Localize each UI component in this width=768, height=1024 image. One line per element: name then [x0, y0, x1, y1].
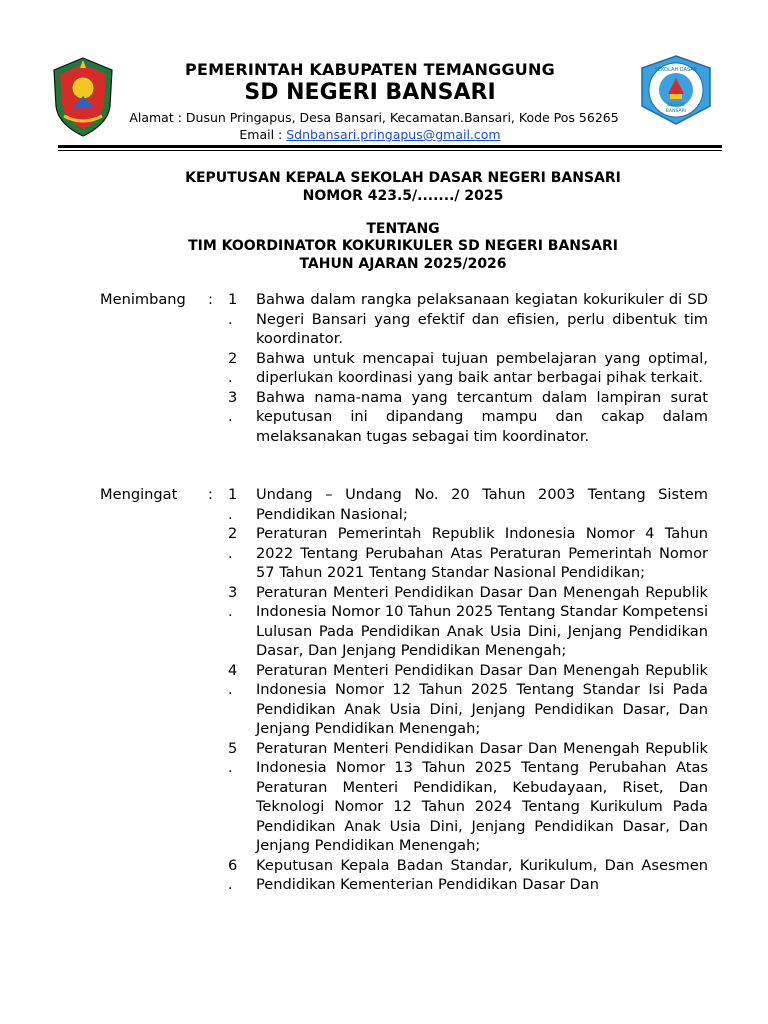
list-item-text: Peraturan Menteri Pendidikan Dasar Dan Menengah Republik Indonesia Nomor 10 Tahun 2025 Tentang Standar Kompetensi Lulusan Pada Pendidikan Anak Usia Dini, Jenjang Pendidikan Dasar, Dan Jenjang Pendidikan Menengah; [256, 583, 708, 659]
school-emblem-text-bottom: BANSARI [665, 109, 687, 114]
list-item-number [228, 485, 256, 524]
list-item [228, 485, 708, 524]
list-item-number [228, 388, 256, 447]
item-number-digit: 5 [228, 739, 238, 757]
list-item-number [228, 524, 256, 583]
decree-about: TENTANG [366, 221, 440, 237]
list-item-text: Bahwa nama-nama yang tercantum dalam lampiran surat keputusan ini dipandang mampu dan cakap dalam melaksanakan tugas sebagai tim koordinator. [256, 388, 708, 445]
government-name: PEMERINTAH KABUPATEN TEMANGGUNG [185, 60, 555, 79]
mengingat-list [228, 485, 708, 895]
list-item [228, 661, 708, 739]
school-address: Alamat : Dusun Pringapus, Desa Bansari, Kecamatan.Bansari, Kode Pos 56265 [129, 110, 619, 125]
list-item-number [228, 583, 256, 661]
item-number-digit: 4 [228, 661, 238, 679]
mengingat-section [100, 485, 708, 895]
list-item [228, 388, 708, 447]
list-item-text: Peraturan Pemerintah Republik Indonesia Nomor 4 Tahun 2022 Tentang Perubahan Atas Peraturan Pemerintah Nomor 57 Tahun 2021 Tentang Standar Nasional Pendidikan; [256, 525, 708, 581]
item-number-dot: . [228, 759, 233, 776]
letterhead-rule-thick [58, 145, 722, 148]
item-number-digit: 3 [228, 583, 238, 601]
menimbang-list [228, 290, 708, 446]
mengingat-colon: : [208, 486, 213, 503]
list-item-number [228, 739, 256, 856]
list-item-number [228, 661, 256, 739]
school-emblem-text-top: SEKOLAH DASAR [654, 67, 698, 73]
item-number-dot: . [228, 408, 233, 425]
item-number-digit: 2 [228, 525, 238, 542]
email-label: Email : [239, 127, 287, 142]
item-number-digit: 1 [228, 486, 238, 503]
list-item [228, 856, 708, 895]
menimbang-section [100, 290, 708, 446]
decree-subject: TIM KOORDINATOR KOKURIKULER SD NEGERI BANSARI [188, 238, 618, 254]
item-number-digit: 6 [228, 856, 238, 874]
letterhead-rule-thin [58, 150, 722, 151]
list-item-text: Bahwa untuk mencapai tujuan pembelajaran yang optimal, diperlukan koordinasi yang baik antar berbagai pihak terkait. [256, 349, 708, 386]
list-item-number [228, 290, 256, 349]
item-number-digit: 3 [228, 388, 238, 406]
list-item [228, 290, 708, 349]
mengingat-label: Mengingat [100, 486, 178, 503]
list-item [228, 349, 708, 388]
school-email-line [0, 127, 740, 142]
school-emblem-text-mid: NEGERI [667, 103, 685, 108]
list-item-text: Bahwa dalam rangka pelaksanaan kegiatan kokurikuler di SD Negeri Bansari yang efektif dan efisien, perlu dibentuk tim koordinator. [256, 291, 708, 347]
school-name: SD NEGERI BANSARI [244, 80, 496, 105]
list-item [228, 524, 708, 583]
item-number-digit: 1 [228, 291, 238, 308]
list-item-text: Undang – Undang No. 20 Tahun 2003 Tentang Sistem Pendidikan Nasional; [256, 486, 708, 523]
item-number-dot: . [228, 603, 233, 620]
list-item-text: Peraturan Menteri Pendidikan Dasar Dan Menengah Republik Indonesia Nomor 12 Tahun 2025 Tentang Standar Isi Pada Pendidikan Anak Usia Dini, Jenjang Pendidikan Dasar, Dan Jenjang Pendidikan Menengah; [256, 661, 708, 737]
decree-year: TAHUN AJARAN 2025/2026 [299, 256, 507, 272]
list-item-number [228, 349, 256, 388]
list-item-text: Keputusan Kepala Badan Standar, Kurikulum, Dan Asesmen Pendidikan Kementerian Pendidikan Dasar Dan [256, 856, 708, 893]
list-item [228, 739, 708, 856]
list-item [228, 583, 708, 661]
decree-title: KEPUTUSAN KEPALA SEKOLAH DASAR NEGERI BANSARI [185, 170, 621, 186]
item-number-dot: . [228, 681, 233, 698]
item-number-digit: 2 [228, 349, 238, 367]
email-link[interactable]: Sdnbansari.pringapus@gmail.com [286, 127, 501, 142]
item-number-dot: . [228, 505, 233, 523]
decree-number: NOMOR 423.5/......./ 2025 [302, 188, 504, 204]
menimbang-colon: : [208, 291, 213, 308]
item-number-dot: . [228, 544, 233, 562]
item-number-dot: . [228, 310, 233, 328]
item-number-dot: . [228, 369, 233, 386]
list-item-text: Peraturan Menteri Pendidikan Dasar Dan Menengah Republik Indonesia Nomor 13 Tahun 2025 Tentang Perubahan Atas Peraturan Menteri Pendidikan, Kebudayaan, Riset, Dan Teknologi Nomor 12 Tahun 2024 Tentang Kurikulum Pada Pendidikan Anak Usia Dini, Jenjang Pendidikan Dasar, Dan Jenjang Pendidikan Menengah; [256, 739, 708, 854]
list-item-number [228, 856, 256, 895]
item-number-dot: . [228, 876, 233, 893]
menimbang-label: Menimbang [100, 291, 186, 308]
